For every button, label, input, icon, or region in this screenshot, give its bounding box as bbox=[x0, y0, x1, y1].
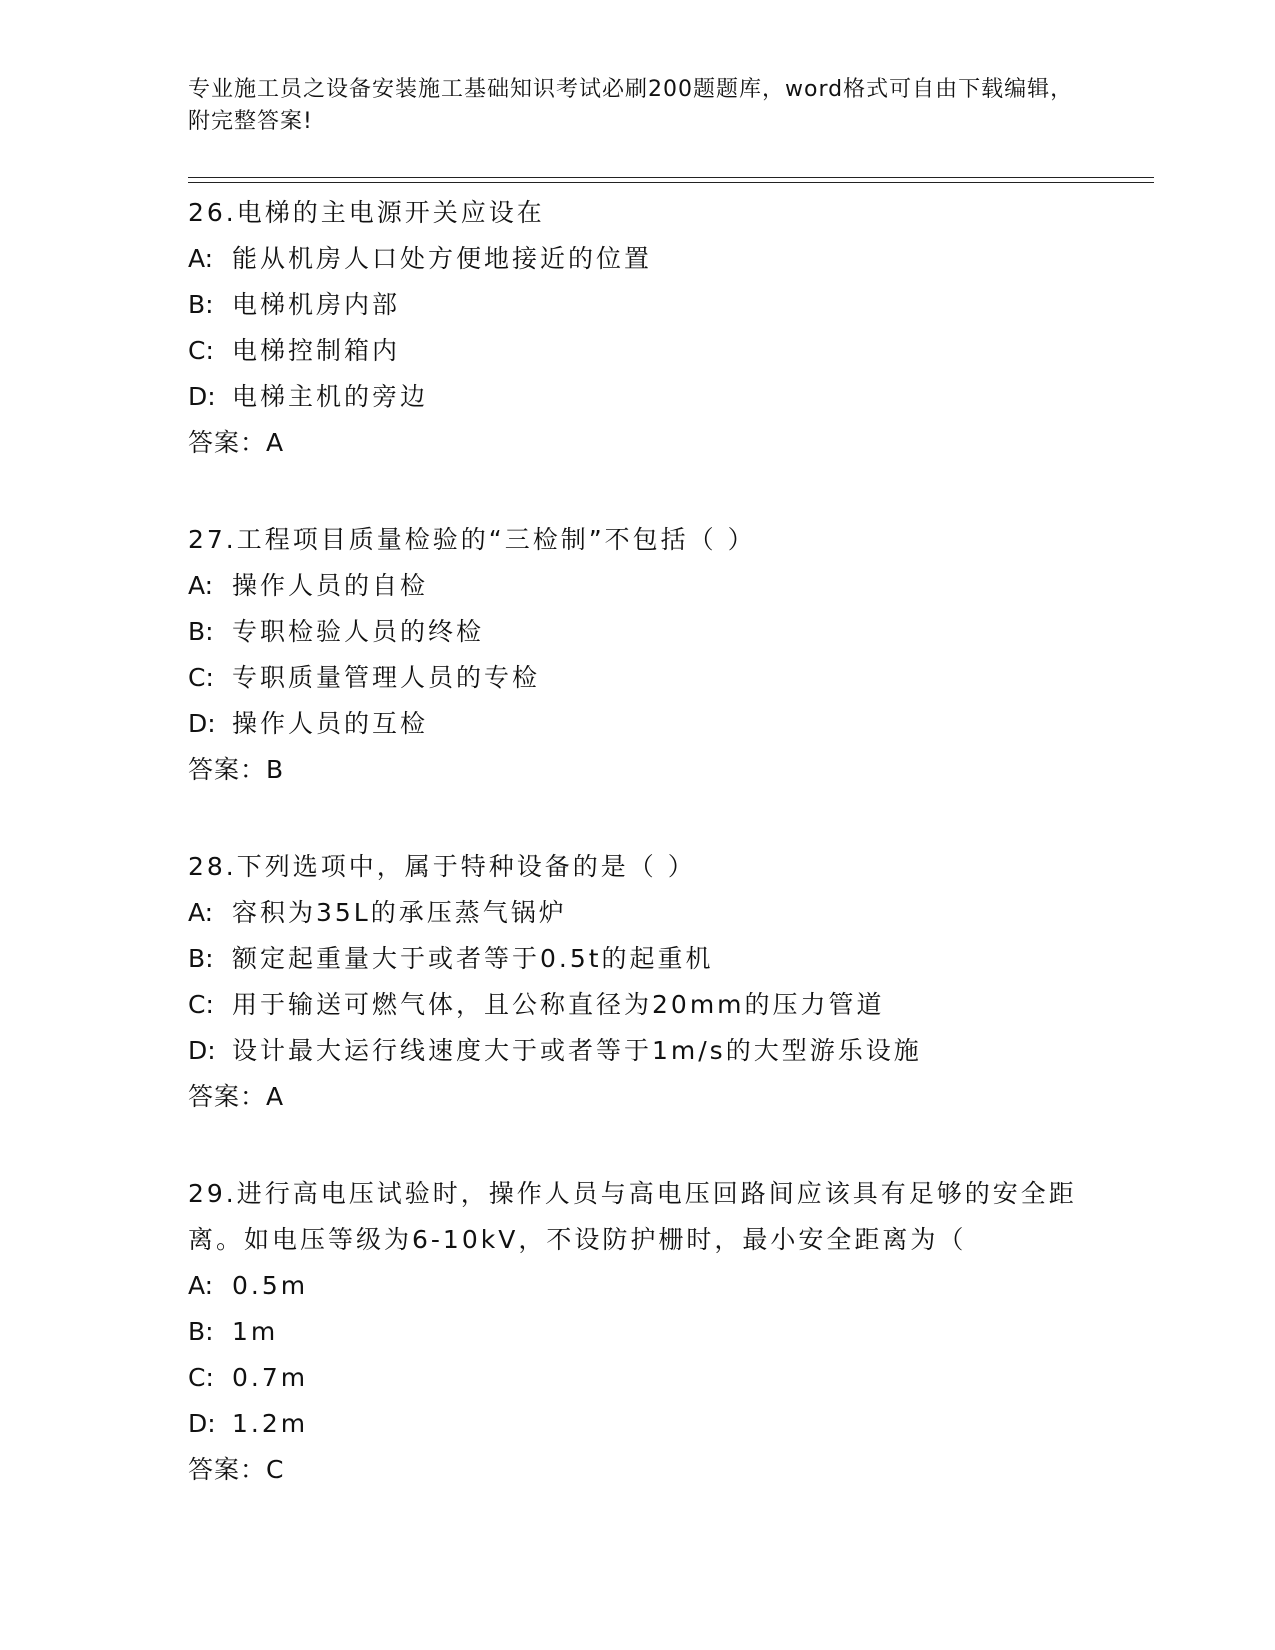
header-divider-top bbox=[188, 177, 1154, 178]
option-key: A: bbox=[188, 1271, 214, 1300]
option-text: 0.7m bbox=[232, 1363, 309, 1392]
question-stem: 26.电梯的主电源开关应设在 bbox=[188, 198, 545, 227]
option-key: B: bbox=[188, 1317, 214, 1346]
question-list bbox=[188, 190, 1148, 1544]
option-key: D: bbox=[188, 1409, 216, 1438]
option-text: 额定起重量大于或者等于0.5t的起重机 bbox=[232, 944, 714, 973]
option-text: 电梯主机的旁边 bbox=[232, 382, 429, 411]
option-a bbox=[188, 563, 1148, 609]
option-key: A: bbox=[188, 244, 214, 273]
option-text: 操作人员的自检 bbox=[232, 571, 429, 600]
option-b bbox=[188, 1309, 1148, 1355]
option-text: 操作人员的互检 bbox=[232, 709, 429, 738]
option-d bbox=[188, 374, 1148, 420]
option-d bbox=[188, 1028, 1148, 1074]
question-stem: 28.下列选项中，属于特种设备的是（ ） bbox=[188, 852, 696, 881]
option-text: 1.2m bbox=[232, 1409, 309, 1438]
option-key: A: bbox=[188, 898, 214, 927]
option-text: 电梯机房内部 bbox=[232, 290, 401, 319]
option-b bbox=[188, 936, 1148, 982]
option-text: 用于输送可燃气体，且公称直径为20mm的压力管道 bbox=[232, 990, 885, 1019]
option-a bbox=[188, 236, 1148, 282]
option-key: C: bbox=[188, 336, 214, 365]
option-c bbox=[188, 982, 1148, 1028]
option-c bbox=[188, 1355, 1148, 1401]
option-key: D: bbox=[188, 382, 216, 411]
option-text: 设计最大运行线速度大于或者等于1m/s的大型游乐设施 bbox=[232, 1036, 922, 1065]
answer-line: 答案：C bbox=[188, 1455, 285, 1484]
option-key: B: bbox=[188, 944, 214, 973]
option-a bbox=[188, 890, 1148, 936]
option-text: 电梯控制箱内 bbox=[232, 336, 401, 365]
question-stem: 27.工程项目质量检验的“三检制”不包括（ ） bbox=[188, 525, 756, 554]
option-key: D: bbox=[188, 1036, 216, 1065]
option-b bbox=[188, 282, 1148, 328]
option-b bbox=[188, 609, 1148, 655]
option-d bbox=[188, 701, 1148, 747]
option-text: 容积为35L的承压蒸气锅炉 bbox=[232, 898, 567, 927]
answer-line: 答案：A bbox=[188, 1082, 285, 1111]
answer-line: 答案：A bbox=[188, 428, 285, 457]
option-text: 能从机房人口处方便地接近的位置 bbox=[232, 244, 653, 273]
option-c bbox=[188, 328, 1148, 374]
document-header: 专业施工员之设备安装施工基础知识考试必刷200题题库，word格式可自由下载编辑，附完整答案! bbox=[188, 77, 1074, 134]
option-key: B: bbox=[188, 617, 214, 646]
answer-line: 答案：B bbox=[188, 755, 285, 784]
header-divider-bottom bbox=[188, 182, 1154, 183]
option-text: 0.5m bbox=[232, 1271, 309, 1300]
question-26 bbox=[188, 190, 1148, 466]
question-27 bbox=[188, 517, 1148, 793]
option-c bbox=[188, 655, 1148, 701]
option-key: C: bbox=[188, 663, 214, 692]
option-text: 专职质量管理人员的专检 bbox=[232, 663, 541, 692]
question-29 bbox=[188, 1171, 1148, 1493]
option-key: C: bbox=[188, 990, 214, 1019]
option-d bbox=[188, 1401, 1148, 1447]
option-a bbox=[188, 1263, 1148, 1309]
option-key: B: bbox=[188, 290, 214, 319]
option-key: A: bbox=[188, 571, 214, 600]
question-28 bbox=[188, 844, 1148, 1120]
option-text: 1m bbox=[232, 1317, 279, 1346]
option-key: C: bbox=[188, 1363, 214, 1392]
question-stem: 29.进行高电压试验时，操作人员与高电压回路间应该具有足够的安全距离。如电压等级为6-10kV，不设防护栅时，最小安全距离为（ bbox=[188, 1179, 1077, 1254]
option-text: 专职检验人员的终检 bbox=[232, 617, 485, 646]
option-key: D: bbox=[188, 709, 216, 738]
